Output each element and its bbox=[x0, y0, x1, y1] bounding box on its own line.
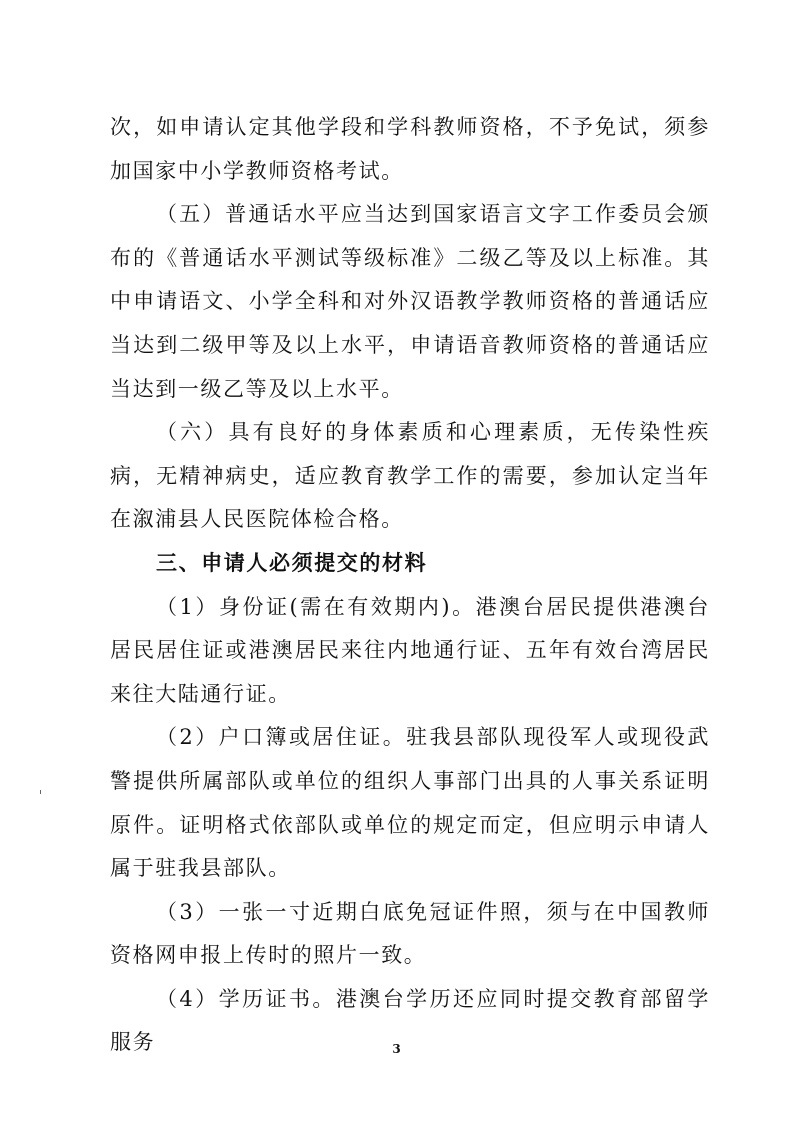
paragraph-mandarin-requirement: （五）普通话水平应当达到国家语言文字工作委员会颁布的《普通话水平测试等级标准》二级乙等及以上标准。其中申请语文、小学全科和对外汉语教学教师资格的普通话应当达到二级甲等及以上水平，申请语音教师资格的普通话应当达到一级乙等及以上水平。 bbox=[110, 202, 710, 401]
paragraph-health-requirement: （六）具有良好的身体素质和心理素质，无传染性疾病，无精神病史，适应教育教学工作的需要，参加认定当年在溆浦县人民医院体检合格。 bbox=[110, 420, 710, 532]
document-body bbox=[110, 106, 710, 1065]
page-number: 3 bbox=[392, 1042, 401, 1056]
paragraph-id-card: （1）身份证(需在有效期内)。港澳台居民提供港澳台居民居住证或港澳居民来往内地通行证、五年有效台湾居民来往大陆通行证。 bbox=[110, 594, 710, 706]
section-heading-materials: 三、申请人必须提交的材料 bbox=[156, 550, 428, 575]
paragraph-household-register: （2）户口簿或居住证。驻我县部队现役军人或现役武警提供所属部队或单位的组织人事部门出具的人事关系证明原件。证明格式依部队或单位的规定而定，但应明示申请人属于驻我县部队。 bbox=[110, 725, 710, 881]
paragraph-photo: （3）一张一寸近期白底免冠证件照，须与在中国教师资格网申报上传时的照片一致。 bbox=[110, 899, 710, 968]
paragraph-diploma: （4）学历证书。港澳台学历还应同时提交教育部留学服务 bbox=[110, 986, 710, 1055]
paragraph-continuation: 次，如申请认定其他学段和学科教师资格，不予免试，须参加国家中小学教师资格考试。 bbox=[110, 115, 710, 183]
scan-speck bbox=[40, 790, 41, 794]
